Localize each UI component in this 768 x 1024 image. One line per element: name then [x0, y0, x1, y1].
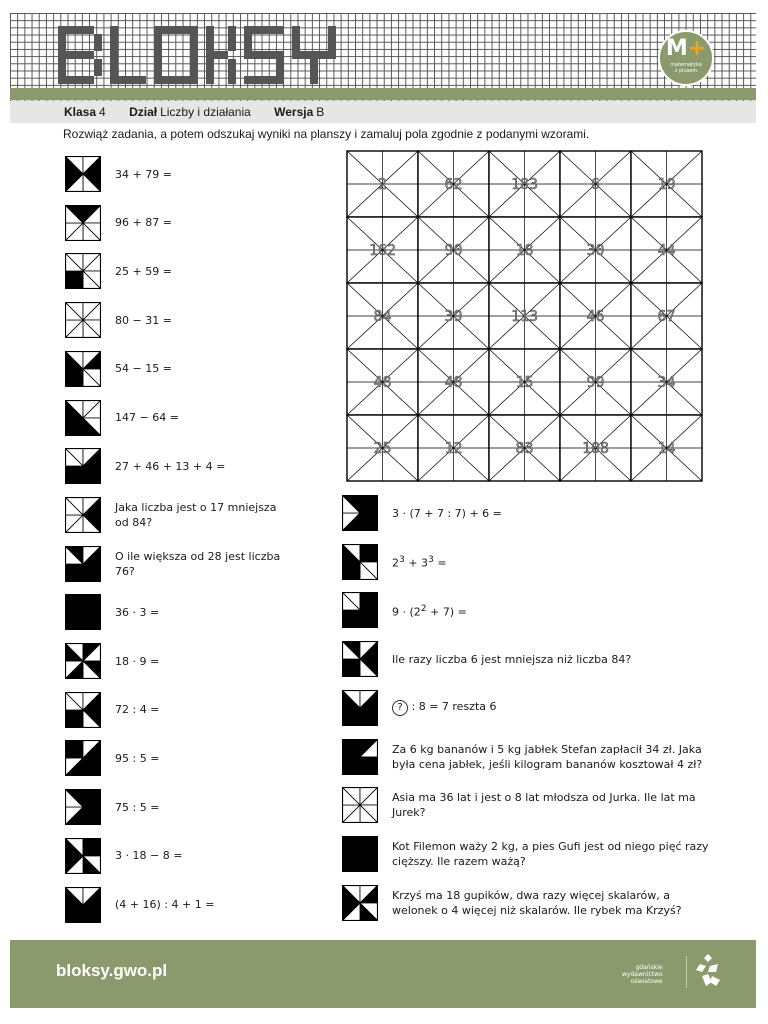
board-cell[interactable]: [489, 151, 560, 217]
header-band: [10, 88, 756, 100]
task-right-5: [342, 690, 712, 726]
footer: [10, 940, 756, 1008]
pattern-icon: [342, 885, 378, 921]
task-left-8: [65, 497, 285, 533]
task-text: 95 : 5 =: [115, 751, 160, 765]
pattern-icon: [65, 302, 101, 338]
pattern-icon: [65, 546, 101, 582]
board-number: 25: [373, 439, 392, 457]
task-left-6: [65, 400, 315, 436]
pattern-icon: [342, 592, 378, 628]
task-left-10: [65, 594, 315, 630]
pattern-icon: [65, 497, 101, 533]
task-text: O ile większa od 28 jest liczba 76?: [115, 549, 281, 578]
board-cell[interactable]: [560, 151, 631, 217]
task-left-14: [65, 789, 315, 825]
task-right-1: [342, 495, 712, 531]
board-cell[interactable]: [631, 415, 702, 481]
task-text: Asia ma 36 lat i jest o 8 lat młodsza od Jurka. Ile lat ma Jurek?: [392, 791, 696, 820]
board-cell[interactable]: [347, 415, 418, 481]
board-cell[interactable]: [560, 349, 631, 415]
task-text: 36 · 3 =: [115, 605, 160, 619]
task-left-13: [65, 740, 315, 776]
board-number: 108: [581, 439, 610, 457]
task-right-6: [342, 739, 712, 775]
board-number: 84: [373, 307, 392, 325]
title-lettering: [58, 26, 348, 84]
board-number: 83: [515, 439, 534, 457]
board-number: 19: [657, 175, 676, 193]
pattern-icon: [65, 156, 101, 192]
board-number: 62: [444, 175, 463, 193]
task-text: Jaka liczba jest o 17 mniejsza od 84?: [115, 500, 277, 529]
board-cell[interactable]: [631, 217, 702, 283]
task-right-2: [342, 544, 712, 580]
board-cell[interactable]: [347, 151, 418, 217]
board-number: 183: [510, 175, 539, 193]
board-cell[interactable]: [347, 349, 418, 415]
board-number: 99: [586, 373, 605, 391]
board-cell[interactable]: [418, 151, 489, 217]
task-right-9: [342, 885, 712, 921]
board-number: 18: [515, 241, 534, 259]
task-right-8: [342, 836, 712, 872]
pattern-icon: [65, 351, 101, 387]
pattern-icon: [65, 205, 101, 241]
footer-url[interactable]: bloksy.gwo.pl: [56, 961, 168, 980]
board-cell[interactable]: [347, 217, 418, 283]
board-cell[interactable]: [418, 217, 489, 283]
pattern-icon: [65, 887, 101, 923]
board-cell[interactable]: [631, 151, 702, 217]
task-text: Za 6 kg bananów i 5 kg jabłek Stefan zapłacił 34 zł. Jaka była cena jabłek, jeśli kilogram bananów kosztował 4 zł?: [392, 742, 703, 771]
board-cell[interactable]: [489, 415, 560, 481]
task-left-3: [65, 253, 315, 289]
pattern-icon: [65, 838, 101, 874]
task-text: 18 · 9 =: [115, 654, 160, 668]
unknown-circle: ?: [392, 700, 408, 716]
task-text: $9 \cdot (2^2 + 7)$ =: [392, 603, 467, 619]
pattern-icon: [342, 787, 378, 823]
task-text: 25 + 59 =: [115, 264, 172, 278]
task-text: 3 · (7 + 7 : 7) + 6 =: [392, 506, 502, 520]
task-text: (4 + 16) : 4 + 1 =: [115, 898, 215, 911]
board-number: 48: [444, 373, 463, 391]
board-cell[interactable]: [347, 283, 418, 349]
board-number: 46: [586, 307, 605, 325]
board-cell[interactable]: [418, 349, 489, 415]
task-text: 54 − 15 =: [115, 362, 172, 376]
pattern-icon: [65, 448, 101, 484]
board-number: 39: [444, 307, 463, 325]
task-text: 34 + 79 =: [115, 167, 172, 181]
board-cell[interactable]: [418, 283, 489, 349]
board-number: 90: [444, 241, 463, 259]
task-left-15: [65, 838, 315, 874]
pattern-icon: [342, 836, 378, 872]
board-cell[interactable]: [560, 415, 631, 481]
board-number: 113: [510, 307, 539, 325]
task-text: Kot Filemon waży 2 kg, a pies Gufi jest od niego pięć razy cięższy. Ile razem ważą?: [392, 839, 709, 868]
answer-board[interactable]: [346, 150, 703, 482]
task-left-7: [65, 448, 315, 484]
pattern-icon: [65, 789, 101, 825]
pattern-icon: [65, 643, 101, 679]
task-text: 27 + 46 + 13 + 4 =: [115, 459, 226, 473]
board-number: 2: [377, 175, 388, 193]
task-left-1: [65, 156, 315, 192]
board-number: 48: [373, 373, 392, 391]
pattern-icon: [65, 400, 101, 436]
board-cell[interactable]: [418, 415, 489, 481]
board-number: 67: [657, 307, 676, 325]
task-right-3: [342, 592, 712, 628]
board-cell[interactable]: [560, 283, 631, 349]
pattern-icon: [342, 495, 378, 531]
board-cell[interactable]: [489, 349, 560, 415]
task-text: 96 + 87 =: [115, 216, 172, 230]
pattern-icon: [342, 690, 378, 726]
task-text: 72 : 4 =: [115, 703, 160, 717]
task-left-4: [65, 302, 315, 338]
instruction-text: Rozwiąż zadania, a potem odszukaj wyniki na planszy i zamaluj pola zgodnie z podanymi wzorami.: [63, 127, 590, 141]
task-left-9: [65, 546, 285, 582]
board-cell[interactable]: [560, 217, 631, 283]
task-left-11: [65, 643, 315, 679]
task-text: Ile razy liczba 6 jest mniejsza niż liczba 84?: [392, 652, 632, 666]
publisher-logo: M+ matematyka z plusem: [658, 30, 714, 86]
board-number: 12: [444, 439, 463, 457]
pattern-icon: [65, 692, 101, 728]
task-text: 147 − 64 =: [115, 411, 179, 424]
board-number: 15: [515, 373, 534, 391]
board-cell[interactable]: [631, 283, 702, 349]
info-bar: Klasa 4 Dział Liczby i działania Wersja B: [10, 101, 756, 123]
pattern-icon: [65, 253, 101, 289]
pattern-icon: [342, 544, 378, 580]
task-right-7: [342, 787, 712, 823]
task-text: 3 · 18 − 8 =: [115, 849, 183, 863]
pattern-icon: [342, 641, 378, 677]
task-right-4: [342, 641, 712, 677]
pattern-icon: [65, 594, 101, 630]
board-cell[interactable]: [489, 283, 560, 349]
publisher-name: gdańskie wydawnictwo oświatowe: [622, 964, 663, 985]
publisher-logo-icon: [686, 952, 726, 992]
task-left-12: [65, 692, 315, 728]
board-number: 30: [586, 241, 605, 259]
board-cell[interactable]: [631, 349, 702, 415]
board-number: 162: [368, 241, 397, 259]
pattern-icon: [342, 739, 378, 775]
board-number: 14: [657, 439, 676, 457]
board-number: 44: [657, 241, 676, 259]
task-text: $2^3 + 3^3$ =: [392, 554, 447, 571]
board-number: 6: [590, 175, 601, 193]
task-text: ? : 8 = 7 reszta 6: [392, 699, 497, 716]
task-text: 75 : 5 =: [115, 800, 160, 814]
task-text: Krzyś ma 18 gupików, dwa razy więcej skalarów, a welonek o 4 więcej niż skalarów. Ile rybek ma Krzyś?: [392, 888, 682, 917]
pattern-icon: [65, 740, 101, 776]
task-left-5: [65, 351, 315, 387]
task-left-2: [65, 205, 315, 241]
task-left-16: [65, 887, 315, 923]
board-number: 34: [657, 373, 676, 391]
board-cell[interactable]: [489, 217, 560, 283]
task-text: 80 − 31 =: [115, 313, 172, 327]
